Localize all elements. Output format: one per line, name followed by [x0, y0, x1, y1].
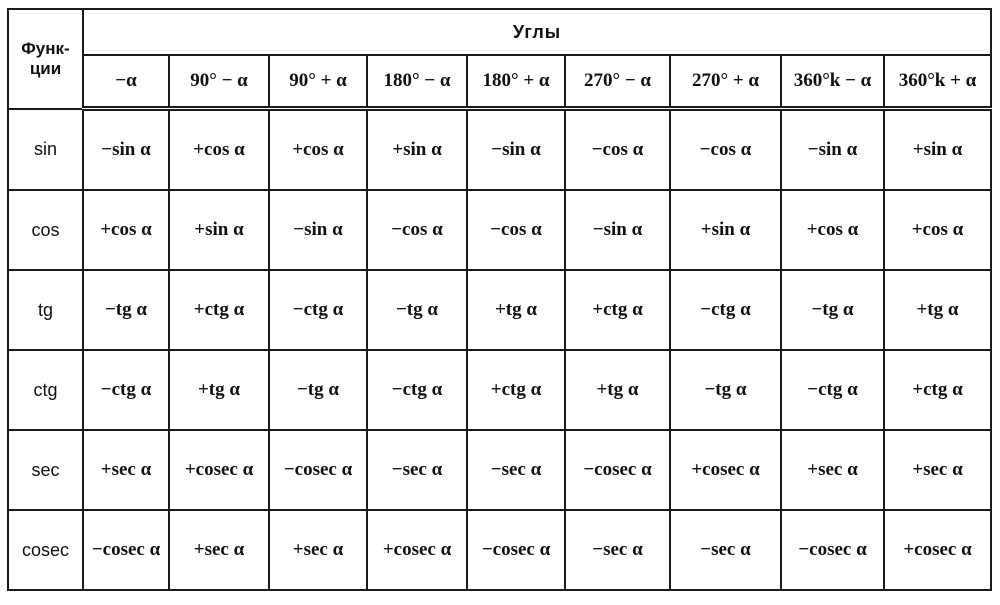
- function-name-cell: sec: [8, 430, 83, 510]
- formula-cell: −sin α: [467, 109, 565, 191]
- formula-cell: −sin α: [781, 109, 884, 191]
- function-name-cell: cos: [8, 190, 83, 270]
- formula-cell: +cos α: [169, 109, 269, 191]
- formula-cell: −cos α: [367, 190, 467, 270]
- angle-header: 270° − α: [565, 55, 670, 109]
- formula-cell: −tg α: [83, 270, 169, 350]
- formula-cell: −tg α: [367, 270, 467, 350]
- angle-header: 180° − α: [367, 55, 467, 109]
- function-name-cell: ctg: [8, 350, 83, 430]
- formula-cell: +sin α: [670, 190, 781, 270]
- formula-cell: −cos α: [565, 109, 670, 191]
- formula-cell: −sec α: [670, 510, 781, 590]
- table-row: [8, 350, 991, 430]
- angles-header-row: [8, 55, 991, 109]
- formula-cell: −sec α: [565, 510, 670, 590]
- formula-cell: −cosec α: [269, 430, 367, 510]
- formula-cell: −tg α: [269, 350, 367, 430]
- table-row: [8, 109, 991, 191]
- formula-cell: −ctg α: [670, 270, 781, 350]
- formula-cell: +cosec α: [367, 510, 467, 590]
- angles-group-header: Углы: [83, 9, 991, 55]
- formula-cell: +tg α: [565, 350, 670, 430]
- formula-cell: −cos α: [467, 190, 565, 270]
- formula-cell: −cos α: [670, 109, 781, 191]
- angle-header: 90° − α: [169, 55, 269, 109]
- formula-cell: +ctg α: [565, 270, 670, 350]
- function-name-cell: sin: [8, 109, 83, 191]
- formula-cell: −tg α: [781, 270, 884, 350]
- formula-cell: +sec α: [884, 430, 991, 510]
- functions-header-line2: ции: [29, 58, 62, 78]
- formula-cell: +cosec α: [169, 430, 269, 510]
- table-row: [8, 270, 991, 350]
- formula-cell: −sin α: [269, 190, 367, 270]
- formula-cell: −ctg α: [269, 270, 367, 350]
- formula-cell: −sin α: [83, 109, 169, 191]
- formula-cell: −cosec α: [781, 510, 884, 590]
- reduction-formulas-table: [7, 8, 992, 591]
- formula-cell: +sec α: [781, 430, 884, 510]
- formula-cell: −sin α: [565, 190, 670, 270]
- formula-cell: +sec α: [169, 510, 269, 590]
- function-name-cell: tg: [8, 270, 83, 350]
- table-row: [8, 510, 991, 590]
- functions-column-header: [8, 9, 83, 109]
- formula-cell: +ctg α: [884, 350, 991, 430]
- formula-cell: +cos α: [269, 109, 367, 191]
- function-name-cell: cosec: [8, 510, 83, 590]
- angle-header: 270° + α: [670, 55, 781, 109]
- formula-cell: +cos α: [884, 190, 991, 270]
- formula-cell: +cosec α: [670, 430, 781, 510]
- table-body: [8, 109, 991, 591]
- table-row: [8, 430, 991, 510]
- angle-header: 360°k − α: [781, 55, 884, 109]
- formula-cell: +cos α: [83, 190, 169, 270]
- formula-cell: +cos α: [781, 190, 884, 270]
- formula-cell: +ctg α: [467, 350, 565, 430]
- formula-cell: +sec α: [269, 510, 367, 590]
- formula-cell: +sec α: [83, 430, 169, 510]
- functions-header-line1: Функ-: [21, 38, 70, 58]
- formula-cell: −cosec α: [467, 510, 565, 590]
- formula-cell: −sec α: [467, 430, 565, 510]
- formula-cell: +sin α: [367, 109, 467, 191]
- angle-header: 180° + α: [467, 55, 565, 109]
- formula-cell: +cosec α: [884, 510, 991, 590]
- formula-cell: +sin α: [169, 190, 269, 270]
- formula-cell: −ctg α: [781, 350, 884, 430]
- formula-cell: +tg α: [467, 270, 565, 350]
- formula-cell: −ctg α: [83, 350, 169, 430]
- reduction-formulas-table-container: [7, 8, 992, 591]
- formula-cell: −ctg α: [367, 350, 467, 430]
- angle-header: −α: [83, 55, 169, 109]
- angle-header: 90° + α: [269, 55, 367, 109]
- angle-header: 360°k + α: [884, 55, 991, 109]
- formula-cell: +tg α: [169, 350, 269, 430]
- formula-cell: +ctg α: [169, 270, 269, 350]
- formula-cell: +sin α: [884, 109, 991, 191]
- formula-cell: −tg α: [670, 350, 781, 430]
- formula-cell: +tg α: [884, 270, 991, 350]
- formula-cell: −sec α: [367, 430, 467, 510]
- table-row: [8, 190, 991, 270]
- formula-cell: −cosec α: [83, 510, 169, 590]
- formula-cell: −cosec α: [565, 430, 670, 510]
